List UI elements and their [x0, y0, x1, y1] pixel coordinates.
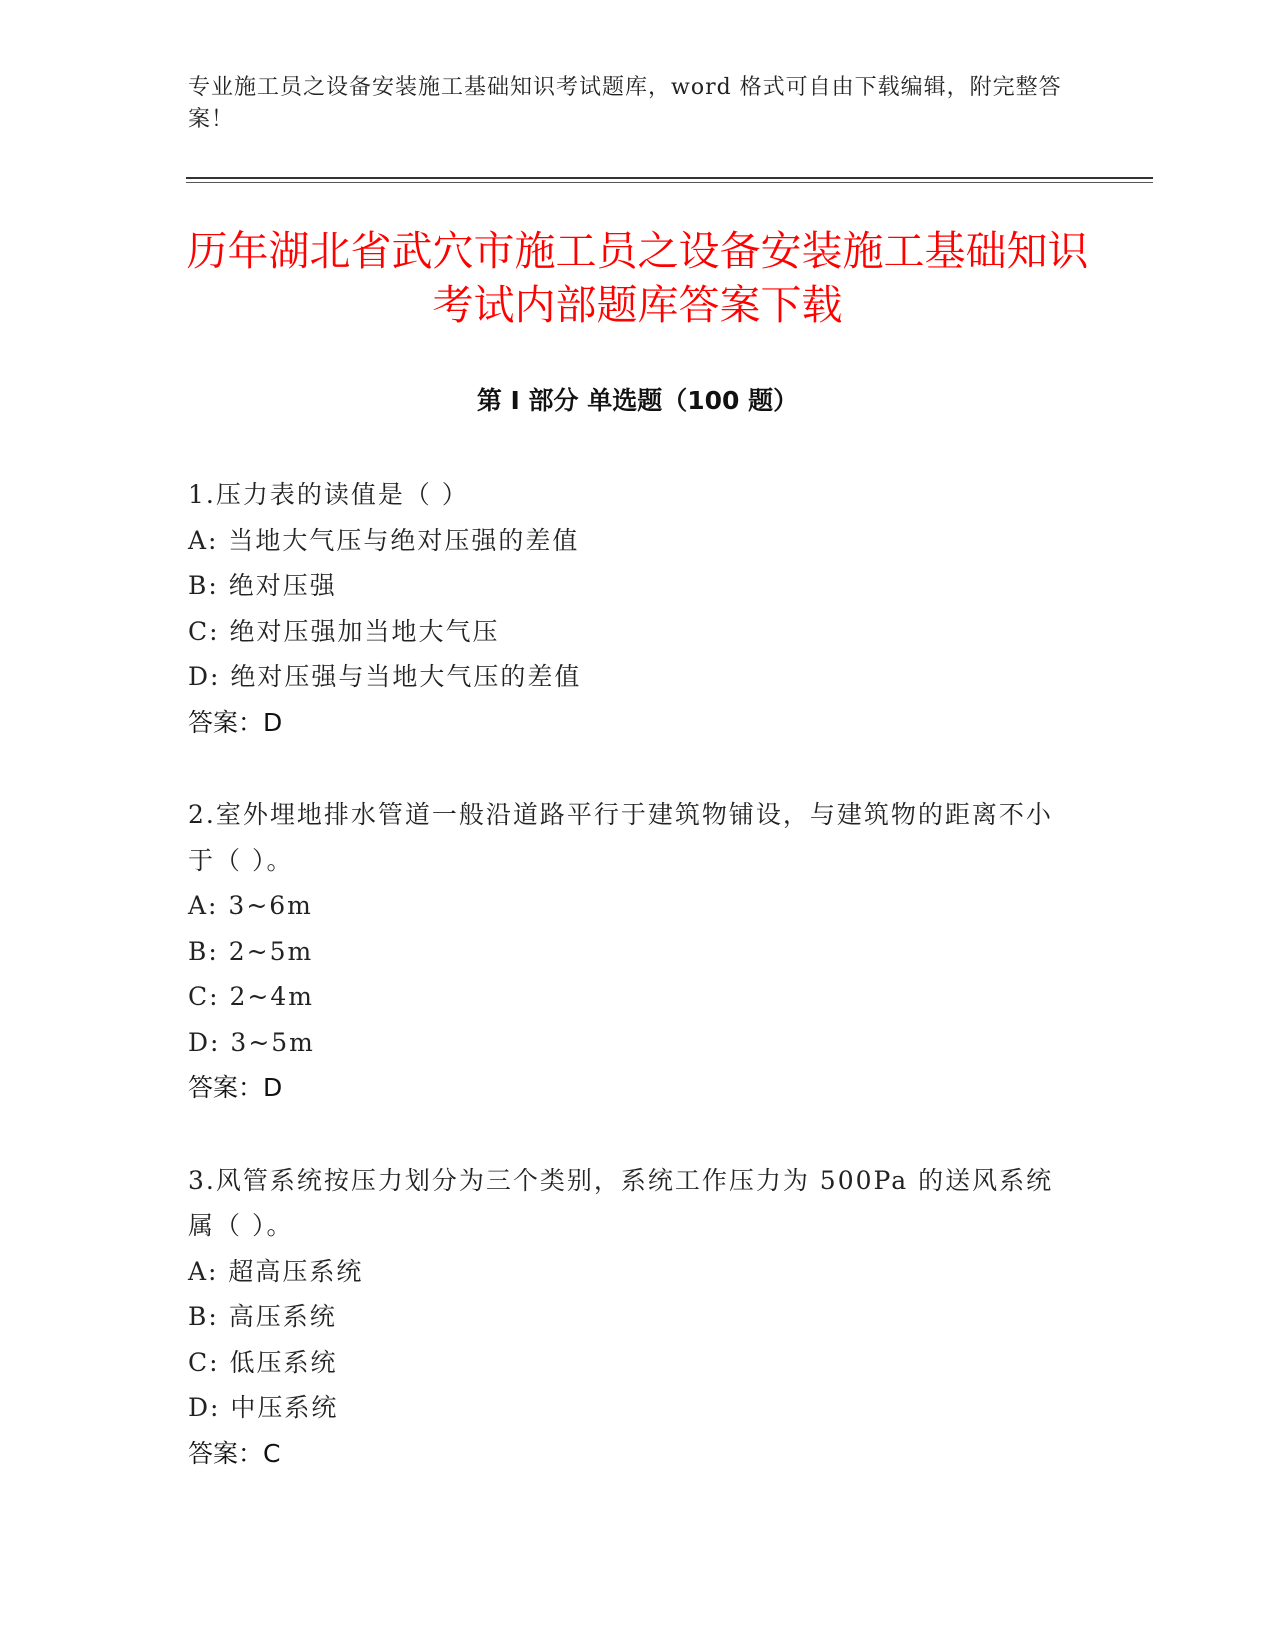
option-c: C: 绝对压强加当地大气压 — [188, 616, 500, 646]
question-item — [188, 792, 1068, 1111]
option-d: D: 绝对压强与当地大气压的差值 — [188, 662, 582, 691]
question-stem: 3.风管系统按压力划分为三个类别，系统工作压力为 500Pa 的送风系统属（ ）。 — [188, 1165, 1054, 1240]
question-list — [188, 472, 1068, 1523]
question-stem: 2.室外埋地排水管道一般沿道路平行于建筑物铺设，与建筑物的距离不小于（ ）。 — [188, 800, 1053, 875]
option-a: A: 3~6m — [188, 891, 313, 920]
answer-line: 答案：C — [188, 1438, 281, 1468]
option-b: B: 绝对压强 — [188, 571, 337, 600]
document-title: 历年湖北省武穴市施工员之设备安装施工基础知识考试内部题库答案下载 — [186, 227, 1089, 329]
question-stem: 1.压力表的读值是（ ） — [188, 480, 469, 509]
option-b: B: 高压系统 — [188, 1302, 337, 1331]
option-c: C: 2~4m — [188, 982, 314, 1011]
option-b: B: 2~5m — [188, 936, 314, 966]
question-item — [188, 472, 1068, 745]
answer-line: 答案：D — [188, 707, 283, 737]
option-a: A: 当地大气压与绝对压强的差值 — [188, 525, 580, 555]
option-a: A: 超高压系统 — [188, 1256, 364, 1286]
answer-line: 答案：D — [188, 1073, 283, 1102]
option-d: D: 3~5m — [188, 1027, 315, 1057]
question-item — [188, 1158, 1068, 1477]
option-c: C: 低压系统 — [188, 1347, 338, 1377]
header-divider-thin — [186, 182, 1153, 183]
option-d: D: 中压系统 — [188, 1393, 339, 1422]
section-title: 第 I 部分 单选题（100 题） — [476, 386, 799, 415]
header-note: 专业施工员之设备安装施工基础知识考试题库，word 格式可自由下载编辑，附完整答案！ — [188, 75, 1062, 132]
header-divider — [186, 177, 1153, 179]
